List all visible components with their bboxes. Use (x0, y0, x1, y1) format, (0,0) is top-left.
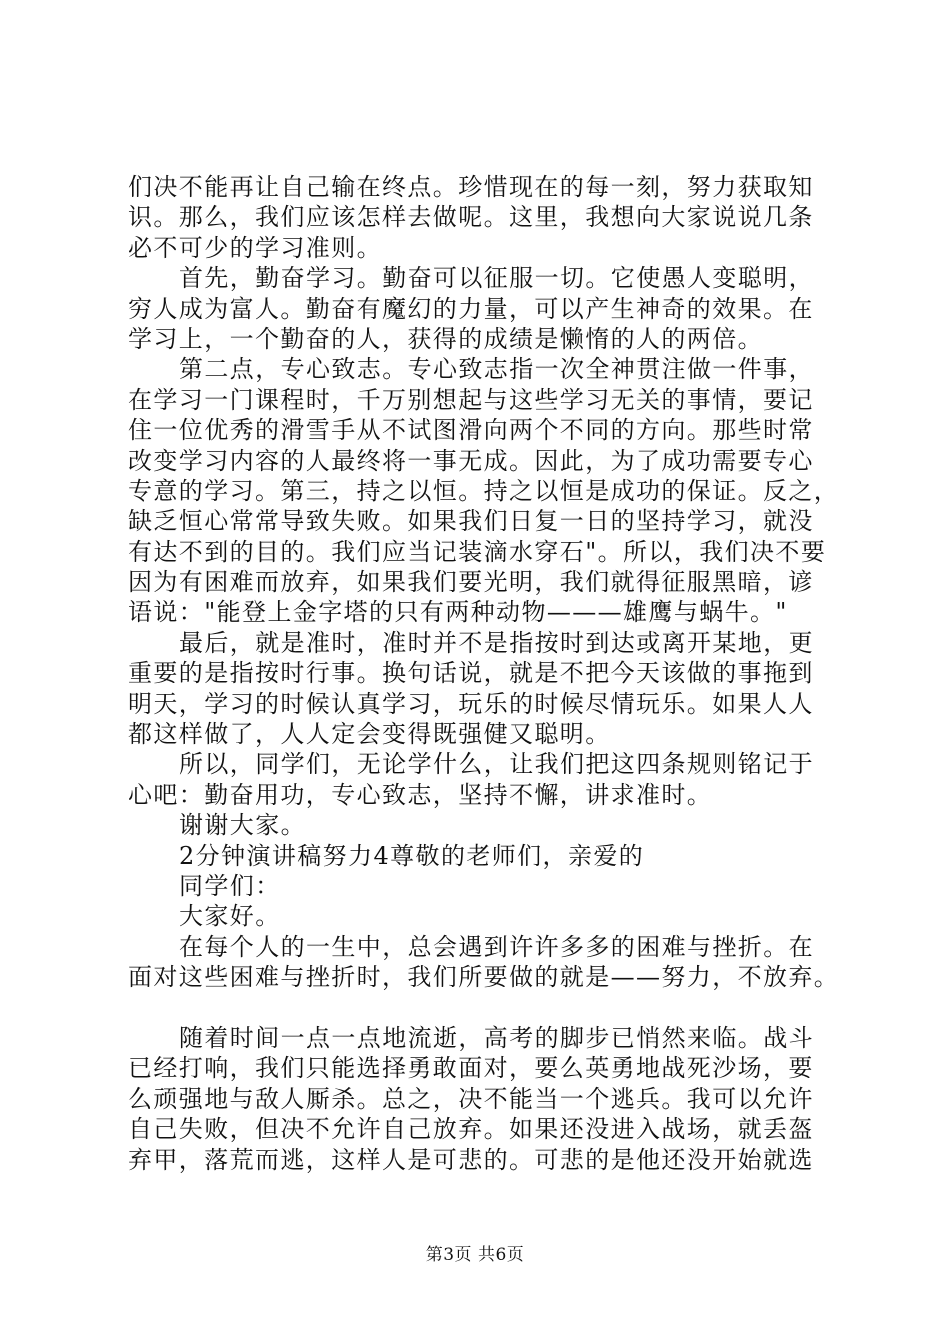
text-line: 自己失败，但决不允许自己放弃。如果还没进入战场，就丢盔 (128, 1115, 814, 1144)
page-footer: 第3页 共6页 (425, 1245, 525, 1265)
text-line: 在学习一门课程时，千万别想起与这些学习无关的事情，要记 (128, 385, 814, 414)
text-line: 弃甲，落荒而逃，这样人是可悲的。可悲的是他还没开始就选 (128, 1145, 814, 1174)
text-line: 面对这些困难与挫折时，我们所要做的就是——努力，不放弃。 (128, 963, 840, 992)
text-line: 因为有困难而放弃，如果我们要光明，我们就得征服黑暗，谚 (128, 568, 814, 597)
text-line: 明天，学习的时候认真学习，玩乐的时候尽情玩乐。如果人人 (128, 689, 814, 718)
text-line: 穷人成为富人。勤奋有魔幻的力量，可以产生神奇的效果。在 (128, 294, 814, 323)
text-line: 语说："能登上金字塔的只有两种动物———雄鹰与蜗牛。" (128, 598, 788, 627)
text-line: 住一位优秀的滑雪手从不试图滑向两个不同的方向。那些时常 (128, 416, 814, 445)
text-line: 必不可少的学习准则。 (128, 233, 382, 262)
text-line: 同学们： (179, 871, 281, 900)
text-line: 都这样做了，人人定会变得既强健又聪明。 (128, 720, 611, 749)
text-line: 已经打响，我们只能选择勇敢面对，要么英勇地战死沙场，要 (128, 1054, 814, 1083)
text-line: 们决不能再让自己输在终点。珍惜现在的每一刻，努力获取知 (128, 173, 814, 201)
text-line: 学习上，一个勤奋的人，获得的成绩是懒惰的人的两倍。 (128, 324, 763, 353)
text-line: 2分钟演讲稿努力4尊敬的老师们，亲爱的 (179, 841, 645, 870)
text-line: 第二点，专心致志。专心致志指一次全神贯注做一件事， (179, 355, 814, 384)
text-line: 专意的学习。第三，持之以恒。持之以恒是成功的保证。反之， (128, 476, 840, 505)
text-line: 重要的是指按时行事。换句话说，就是不把今天该做的事拖到 (128, 659, 814, 688)
blank-line (128, 993, 828, 1023)
text-line: 所以，同学们，无论学什么，让我们把这四条规则铭记于 (179, 750, 814, 779)
document-body (128, 172, 840, 1175)
text-line: 心吧：勤奋用功，专心致志，坚持不懈，讲求准时。 (128, 780, 713, 809)
text-line: 识。那么，我们应该怎样去做呢。这里，我想向大家说说几条 (128, 203, 814, 232)
text-line: 改变学习内容的人最终将一事无成。因此，为了成功需要专心 (128, 446, 814, 475)
text-line: 首先，勤奋学习。勤奋可以征服一切。它使愚人变聪明， (179, 264, 814, 293)
text-line: 缺乏恒心常常导致失败。如果我们日复一日的坚持学习，就没 (128, 507, 814, 536)
text-line: 有达不到的目的。我们应当记装滴水穿石"。所以，我们决不要 (128, 537, 827, 566)
text-line: 最后，就是准时，准时并不是指按时到达或离开某地，更 (179, 628, 814, 657)
text-line: 随着时间一点一点地流逝，高考的脚步已悄然来临。战斗 (179, 1023, 814, 1052)
text-line: 在每个人的一生中，总会遇到许许多多的困难与挫折。在 (179, 932, 814, 961)
text-line: 大家好。 (179, 902, 281, 931)
text-line: 谢谢大家。 (179, 811, 306, 840)
text-line: 么顽强地与敌人厮杀。总之，决不能当一个逃兵。我可以允许 (128, 1084, 814, 1113)
